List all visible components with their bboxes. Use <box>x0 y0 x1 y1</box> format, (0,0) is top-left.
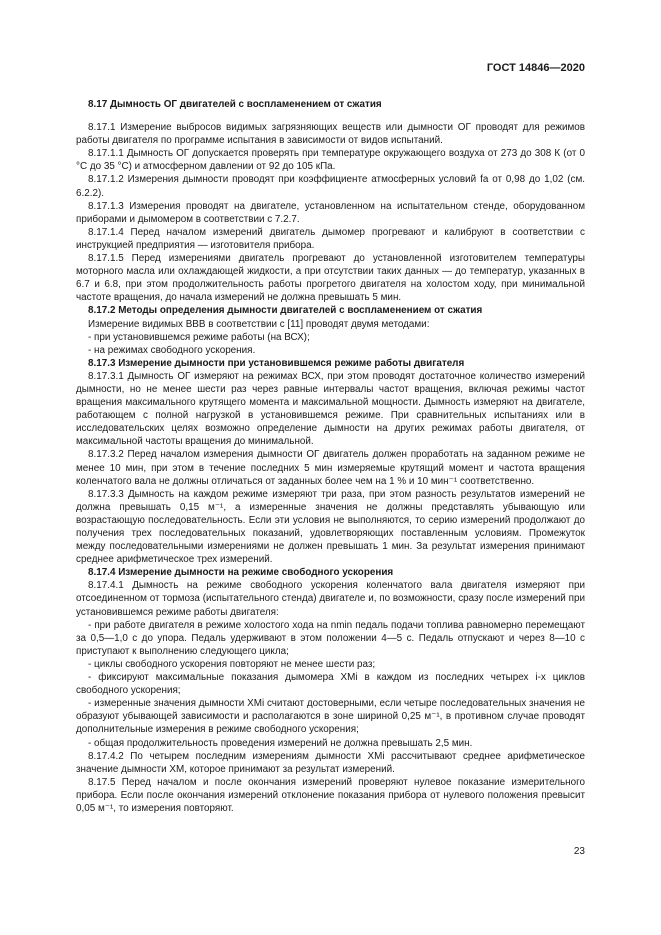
subsection-heading: 8.17.2 Методы определения дымности двигателей с воспламенением от сжатия <box>88 305 483 317</box>
subsection-heading: 8.17.3 Измерение дымности при установившемся режиме работы двигателя <box>88 357 465 369</box>
list-item: - измеренные значения дымности XMi считают достоверными, если четыре последовательных значения не образуют убывающей зависимости и располагаются в зоне шириной 0,25 м⁻¹, в противном случае проводят дополнительные измерения в режиме свободного ускорения; <box>76 698 585 736</box>
paragraph: 8.17.3.3 Дымность на каждом режиме измеряют три раза, при этом разность результатов измерений не должна превышать 0,15 м⁻¹, а измеренные значения не должны представлять убывающую или возрастающую последовательность. Если эти условия не выполняются, то серию измерений продолжают до получения трех последовательных показаний, удовлетворяющих поставленным условиям. Промежуток между последовательными измерениями не должен превышать 1 мин. За результат измерения принимают среднее арифметическое трех измерений. <box>76 488 585 566</box>
list-item: - при работе двигателя в режиме холостого хода на nmin педаль подачи топлива равномерно перемещают за 0,5—1,0 с до упора. Педаль удерживают в этом положении 4—5 с. Педаль отпускают и через 8—10 с приступают к выполнению следующего цикла; <box>76 619 585 657</box>
list-item: - общая продолжительность проведения измерений не должна превышать 2,5 мин. <box>88 737 473 749</box>
paragraph: 8.17.1.1 Дымность ОГ допускается проверять при температуре окружающего воздуха от 273 до 308 К (от 0 °С до 35 °С) и атмосферном давлении от 92 до 105 кПа. <box>76 148 585 173</box>
document-header: ГОСТ 14846—2020 <box>486 62 585 74</box>
list-item: - при установившемся режиме работы (на ВСХ); <box>88 331 310 343</box>
paragraph: 8.17.4.1 Дымность на режиме свободного ускорения коленчатого вала двигателя измеряют при отсоединенном от тормоза (испытательного стенда) двигателе и, по возможности, сразу после измерений при установившемся режиме работы двигателя: <box>76 580 585 618</box>
paragraph: 8.17.1.4 Перед началом измерений двигатель дымомер прогревают и калибруют в соответствии с инструкцией предприятия — изготовителя прибора. <box>76 226 585 251</box>
page-number: 23 <box>573 846 585 857</box>
subsection-heading: 8.17.4 Измерение дымности на режиме свободного ускорения <box>88 567 394 579</box>
paragraph: 8.17.3.1 Дымность ОГ измеряют на режимах ВСХ, при этом проводят достаточное количество измерений дымности, но не менее шести раз через равные интервалы частот вращения, включая режимы частот вращения максимального крутящего момента и максимальной мощности. Дымность измеряют на двигателе, работающем с полной нагрузкой в установившемся режиме. При сравнительных испытаниях или в исследовательских целях возможно определение дымности на других режимах работы двигателя, от максимальной частоты вращения до минимальной. <box>76 370 585 448</box>
paragraph: Измерение видимых ВВВ в соответствии с [11] проводят двумя методами: <box>88 318 430 330</box>
paragraph: 8.17.1.3 Измерения проводят на двигателе, установленном на испытательном стенде, оборудованном приборами и дымомером в соответствии с 7.2.7. <box>76 200 585 225</box>
list-item: - на режимах свободного ускорения. <box>88 344 256 356</box>
paragraph: 8.17.3.2 Перед началом измерения дымности ОГ двигатель должен проработать на заданном режиме не менее 10 мин, при этом в течение последних 5 мин измеряемые крутящий момент и частота вращения коленчатого вала не должны отличаться от заданных более чем на 1 % и 10 мин⁻¹ соответственно. <box>76 449 585 487</box>
paragraph: 8.17.1 Измерение выбросов видимых загрязняющих веществ или дымности ОГ проводят для режимов работы двигателя по программе испытания в зависимости от видов испытаний. <box>76 122 585 147</box>
section-heading: 8.17 Дымность ОГ двигателей с воспламенением от сжатия <box>88 99 382 110</box>
list-item: - циклы свободного ускорения повторяют не менее шести раз; <box>88 658 376 670</box>
paragraph: 8.17.1.5 Перед измерениями двигатель прогревают до установленной изготовителем температуры моторного масла или охлаждающей жидкости, а при отсутствии таких данных — до температур, указанных в 6.7 и 6.8, при этом продолжительность работы прогретого двигателя на холостом ходу, при минимальной частоте вращения, до начала измерений не должна превышать 5 мин. <box>76 253 585 304</box>
paragraph: 8.17.5 Перед началом и после окончания измерений проверяют нулевое показание измерительного прибора. Если после окончания измерений отклонение показания прибора от нулевого положения превысит 0,05 м⁻¹, то измерения повторяют. <box>76 776 585 814</box>
document-body <box>76 92 585 815</box>
paragraph: 8.17.4.2 По четырем последним измерениям дымности XMi рассчитывают среднее арифметическое значение дымности XM, которое принимают за результат измерений. <box>76 750 585 775</box>
paragraph: 8.17.1.2 Измерения дымности проводят при коэффициенте атмосферных условий fa от 0,98 до 1,02 (см. 6.2.2). <box>76 174 585 199</box>
list-item: - фиксируют максимальные показания дымомера XMi в каждом из последних четырех i-х циклов свободного ускорения; <box>76 672 585 697</box>
